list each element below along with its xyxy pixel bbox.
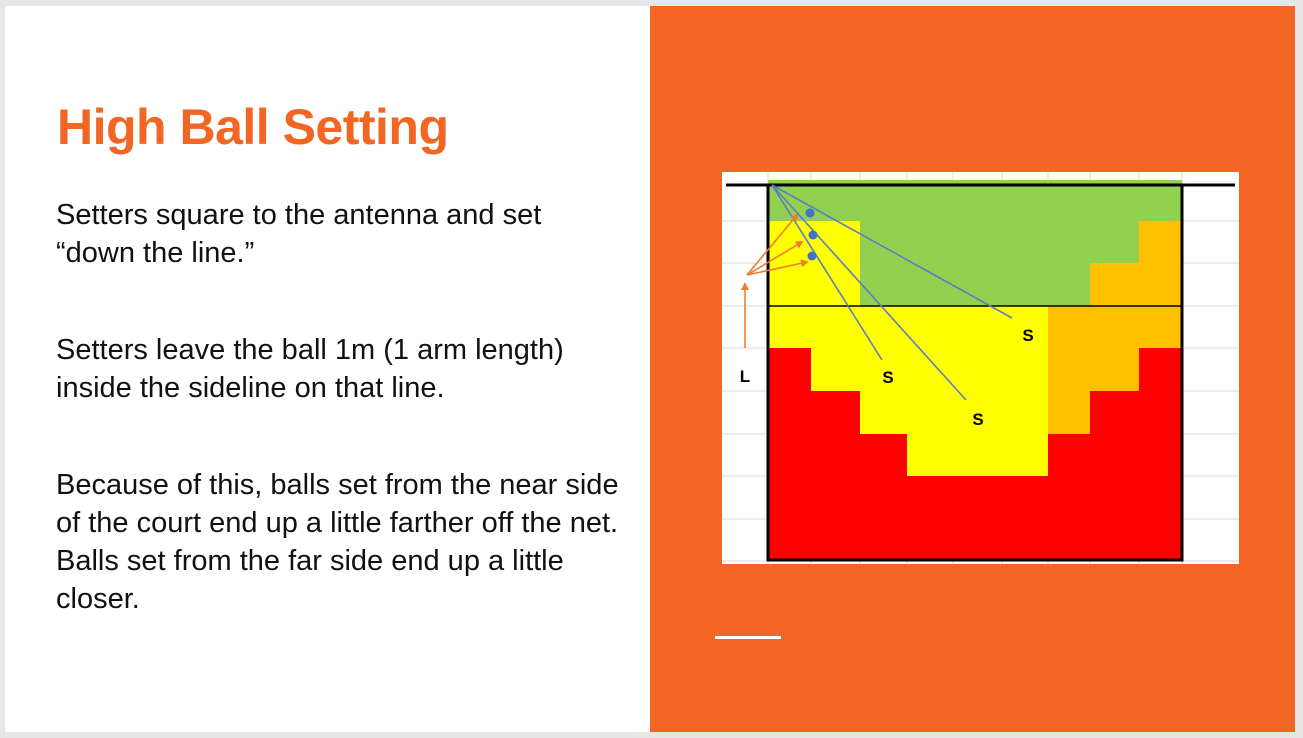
ball-near xyxy=(808,252,817,261)
paragraph-near-far-side: Because of this, balls set from the near side of the court end up a little farther off the net. Balls set from the far side end up a little closer. xyxy=(56,469,619,615)
label-setter-2: S xyxy=(882,368,894,387)
paragraph-square-to-antenna: Setters square to the antenna and set “down the line.” xyxy=(56,199,542,269)
court-diagram xyxy=(722,172,1239,564)
paragraph-1m-inside-sideline: Setters leave the ball 1m (1 arm length) inside the sideline on that line. xyxy=(56,334,564,404)
slide xyxy=(5,6,1295,732)
label-setter-1: S xyxy=(1022,326,1034,345)
ball-middle xyxy=(809,231,818,240)
ball-far xyxy=(806,209,815,218)
label-L: L xyxy=(739,367,751,386)
slide-title: High Ball Setting xyxy=(57,99,449,155)
accent-bar xyxy=(715,636,781,639)
label-setter-3: S xyxy=(972,410,984,429)
